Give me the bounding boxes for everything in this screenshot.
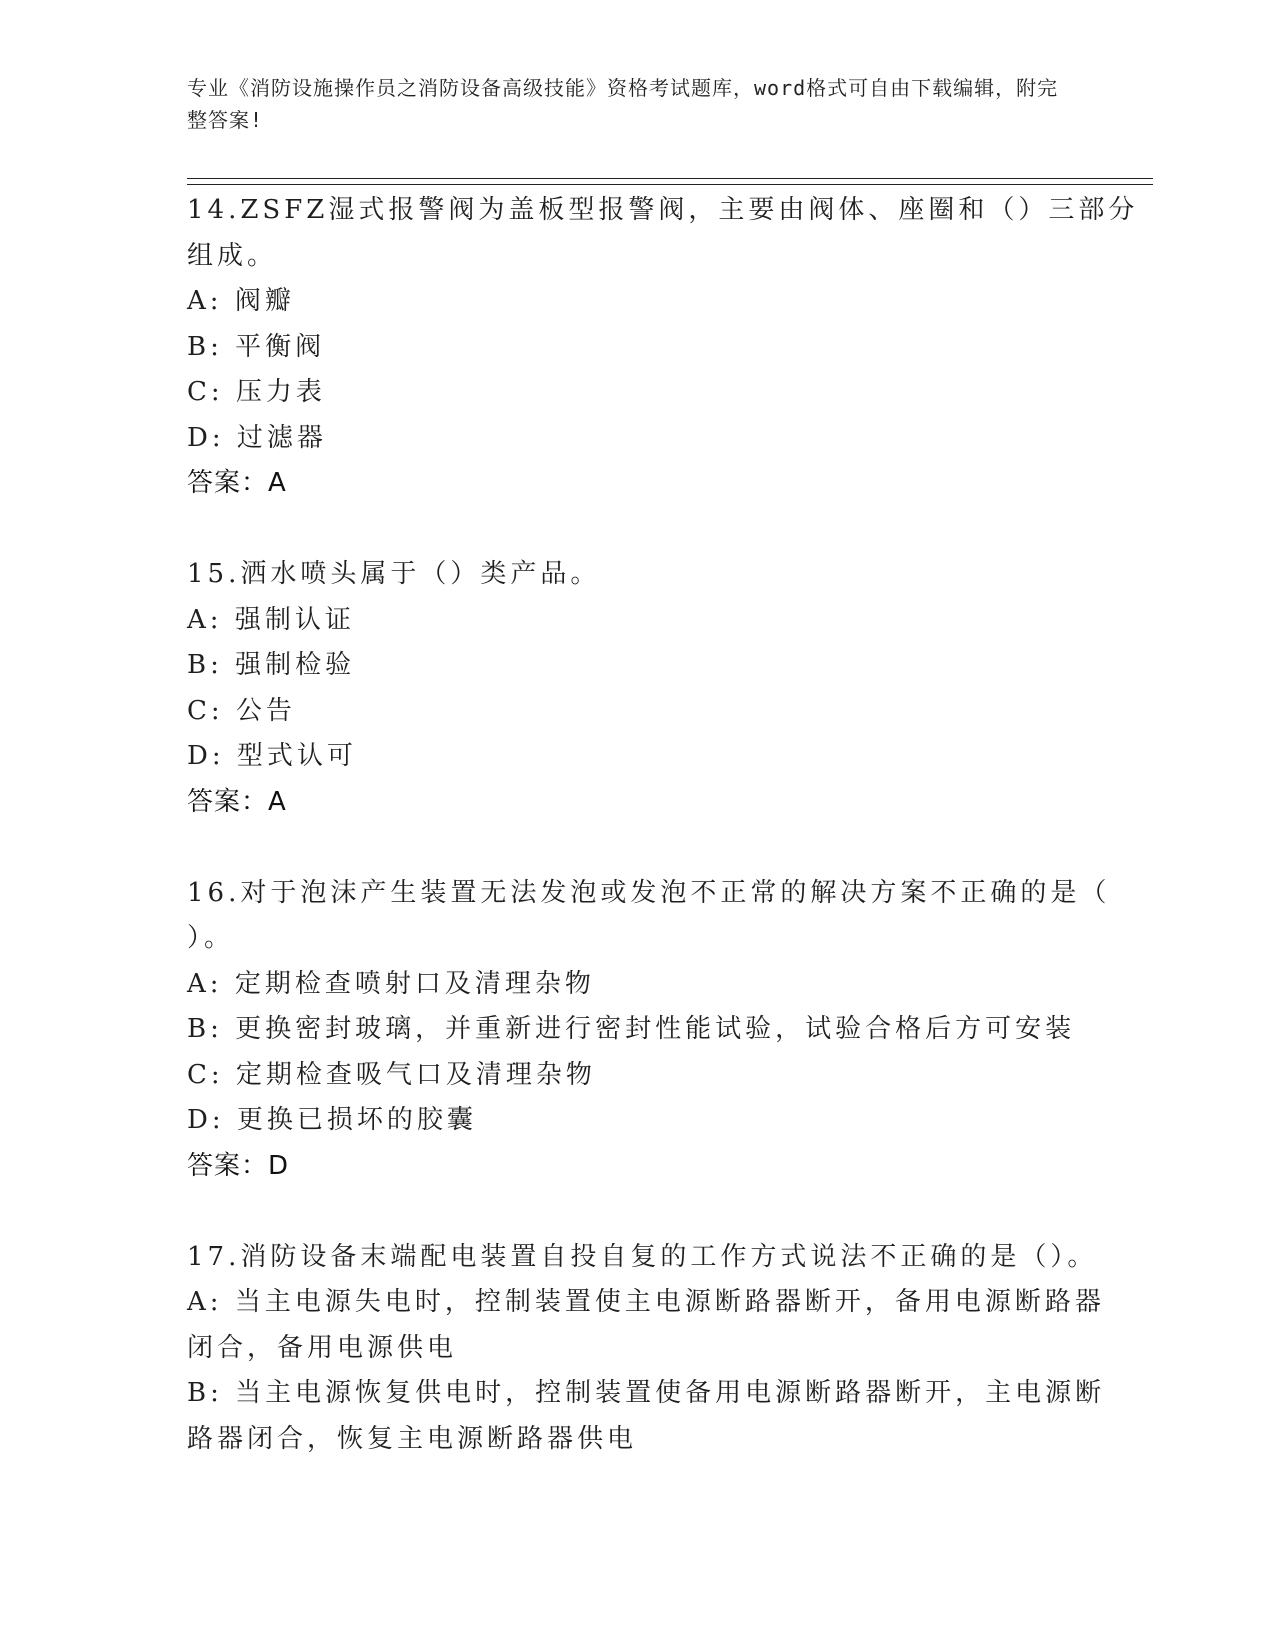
option-label: C: bbox=[187, 1059, 224, 1090]
option-d bbox=[187, 734, 1087, 780]
option-text: 强制检验 bbox=[235, 650, 356, 680]
option-label: A: bbox=[187, 286, 223, 316]
option-c bbox=[187, 689, 1087, 735]
question-stem: 17.消防设备末端配电装置自投自复的工作方式说法不正确的是（）。 bbox=[187, 1241, 1098, 1272]
question-15 bbox=[187, 552, 1087, 825]
option-text: 压力表 bbox=[235, 377, 326, 407]
question-stem-cont: 组成。 bbox=[187, 240, 278, 271]
question-16 bbox=[187, 871, 1111, 1190]
question-17 bbox=[187, 1235, 1106, 1463]
option-c bbox=[187, 1053, 1087, 1099]
option-text: 型式认可 bbox=[236, 741, 357, 771]
question-stem: 14.ZSFZ湿式报警阀为盖板型报警阀，主要由阀体、座圈和（）三部分 bbox=[187, 195, 1139, 225]
option-text: 当主电源失电时，控制装置使主电源断路器断开，备用电源断路器 bbox=[234, 1287, 1105, 1317]
spacer bbox=[187, 507, 1087, 553]
question-14 bbox=[187, 188, 1139, 507]
header-divider-top bbox=[187, 178, 1153, 179]
option-b bbox=[187, 325, 1087, 371]
option-label: B: bbox=[187, 1014, 223, 1044]
option-text: 定期检查吸气口及清理杂物 bbox=[235, 1059, 596, 1090]
option-b bbox=[187, 1371, 1106, 1417]
option-b bbox=[187, 1007, 1087, 1053]
answer-line: 答案：A bbox=[187, 468, 287, 498]
option-label: B: bbox=[187, 331, 223, 362]
option-b bbox=[187, 643, 1087, 689]
option-text: 强制认证 bbox=[234, 604, 355, 635]
option-label: D: bbox=[187, 741, 225, 771]
document-header bbox=[187, 72, 1067, 136]
answer-line: 答案：D bbox=[187, 1150, 290, 1181]
option-a bbox=[187, 279, 1087, 325]
option-a bbox=[187, 1280, 1105, 1326]
spacer bbox=[187, 1189, 1087, 1235]
spacer bbox=[187, 825, 1087, 871]
option-label: D: bbox=[187, 422, 225, 453]
option-a-cont: 闭合，备用电源供电 bbox=[187, 1332, 458, 1363]
option-text: 阀瓣 bbox=[234, 286, 295, 316]
option-text: 更换密封玻璃，并重新进行密封性能试验，试验合格后方可安装 bbox=[235, 1014, 1076, 1044]
option-label: D: bbox=[187, 1105, 225, 1135]
option-label: B: bbox=[187, 650, 223, 680]
header-divider-bottom bbox=[187, 184, 1153, 185]
option-label: C: bbox=[187, 377, 224, 407]
option-label: A: bbox=[187, 604, 223, 635]
option-text: 过滤器 bbox=[236, 422, 327, 453]
option-a bbox=[187, 598, 1087, 644]
option-text: 公告 bbox=[235, 695, 296, 726]
question-stem-cont: ）。 bbox=[187, 923, 235, 953]
answer-line: 答案：A bbox=[187, 786, 287, 817]
option-text: 定期检查喷射口及清理杂物 bbox=[234, 968, 595, 999]
question-stem: 16.对于泡沫产生装置无法发泡或发泡不正常的解决方案不正确的是（ bbox=[187, 877, 1111, 908]
question-stem: 15.洒水喷头属于（）类产品。 bbox=[187, 559, 601, 589]
option-d bbox=[187, 416, 1087, 462]
option-c bbox=[187, 370, 1087, 416]
option-label: B: bbox=[187, 1378, 223, 1408]
option-text: 更换已损坏的胶囊 bbox=[236, 1105, 477, 1135]
option-a bbox=[187, 962, 1087, 1008]
header-text: 专业《消防设施操作员之消防设备高级技能》资格考试题库，word格式可自由下载编辑，附完整答案! bbox=[187, 76, 1059, 132]
option-label: C: bbox=[187, 695, 224, 726]
option-text: 平衡阀 bbox=[235, 331, 326, 362]
option-text: 当主电源恢复供电时，控制装置使备用电源断路器断开，主电源断 bbox=[235, 1378, 1106, 1408]
option-d bbox=[187, 1098, 1087, 1144]
option-label: A: bbox=[187, 1287, 223, 1317]
option-label: A: bbox=[187, 968, 223, 999]
question-list bbox=[187, 188, 1139, 1462]
option-b-cont: 路器闭合，恢复主电源断路器供电 bbox=[187, 1423, 638, 1454]
